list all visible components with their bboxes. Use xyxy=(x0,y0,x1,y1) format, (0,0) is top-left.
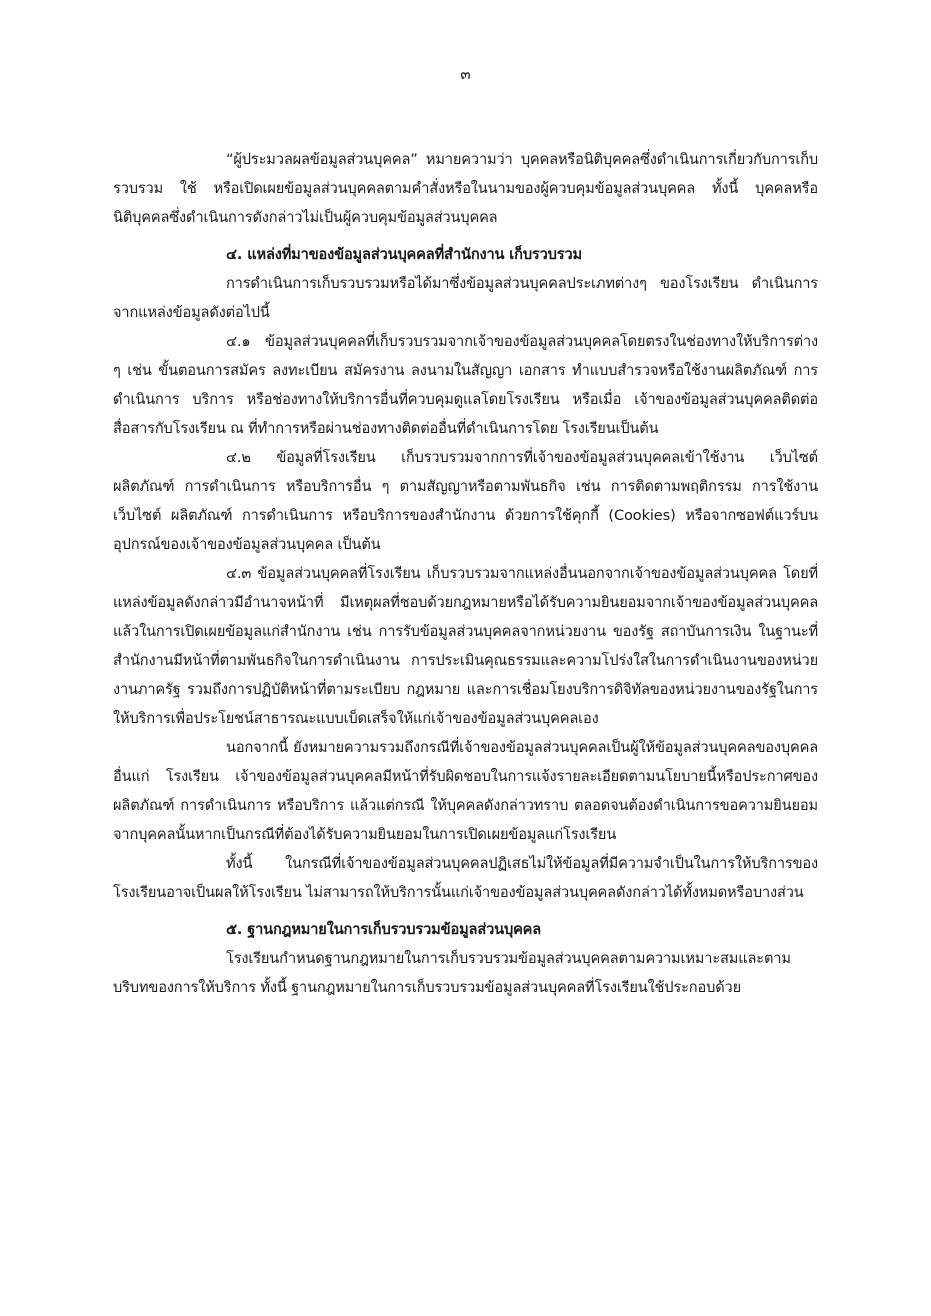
section-4-2-paragraph: ๔.๒ ข้อมูลที่โรงเรียน เก็บรวบรวมจากการที่เจ้าของข้อมูลส่วนบุคคลเข้าใช้งาน เว็บไซต์ ผลิตภัณฑ์ การดำเนินการ หรือบริการอื่น ๆ ตามสัญญาหรือตามพันธกิจ เช่น การติดตามพฤติกรรม การใช้งานเว็บไซต์ ผลิตภัณฑ์ การดำเนินการ หรือบริการของสำนักงาน ด้วยการใช้คุกกี้ (Cookies) หรือจากซอฟต์แวร์บนอุปกรณ์ของเจ้าของข้อมูลส่วนบุคคล เป็นต้น xyxy=(113,449,818,553)
document-body xyxy=(113,145,818,1002)
section-5-intro: โรงเรียนกำหนดฐานกฎหมายในการเก็บรวบรวมข้อมูลส่วนบุคคลตามความเหมาะสมและตามบริบทของการให้บริการ ทั้งนี้ ฐานกฎหมายในการเก็บรวบรวมข้อมูลส่วนบุคคลที่โรงเรียนใช้ประกอบด้วย xyxy=(113,950,791,996)
spacer xyxy=(113,232,818,240)
section-4-1-paragraph: ๔.๑ ข้อมูลส่วนบุคคลที่เก็บรวบรวมจากเจ้าของข้อมูลส่วนบุคคลโดยตรงในช่องทางให้บริการต่าง ๆ เช่น ขั้นตอนการสมัคร ลงทะเบียน สมัครงาน ลงนามในสัญญา เอกสาร ทำแบบสำรวจหรือใช้งานผลิตภัณฑ์ การดำเนินการ บริการ หรือช่องทางให้บริการอื่นที่ควบคุมดูแลโดยโรงเรียน หรือเมื่อ เจ้าของข้อมูลส่วนบุคคลติดต่อสื่อสารกับโรงเรียน ณ ที่ทำการหรือผ่านช่องทางติดต่ออื่นที่ดำเนินการโดย โรงเรียนเป็นต้น xyxy=(113,333,818,437)
section-4-other-paragraph: นอกจากนี้ ยังหมายความรวมถึงกรณีที่เจ้าของข้อมูลส่วนบุคคลเป็นผู้ให้ข้อมูลส่วนบุคคลของบุคคลอื่นแก่ โรงเรียน เจ้าของข้อมูลส่วนบุคคลมีหน้าที่รับผิดชอบในการแจ้งรายละเอียดตามนโยบายนี้หรือประกาศของผลิตภัณฑ์ การดำเนินการ หรือบริการ แล้วแต่กรณี ให้บุคคลดังกล่าวทราบ ตลอดจนต้องดำเนินการขอความยินยอมจากบุคคลนั้นหากเป็นกรณีที่ต้องได้รับความยินยอมในการเปิดเผยข้อมูลแก่โรงเรียน xyxy=(113,739,818,843)
paragraph-processor-definition: “ผู้ประมวลผลข้อมูลส่วนบุคคล” หมายความว่า บุคคลหรือนิติบุคคลซึ่งดำเนินการเกี่ยวกับการเก็บรวบรวม ใช้ หรือเปิดเผยข้อมูลส่วนบุคคลตามคำสั่งหรือในนามของผู้ควบคุมข้อมูลส่วนบุคคล ทั้งนี้ บุคคลหรือนิติบุคคลซึ่งดำเนินการดังกล่าวไม่เป็นผู้ควบคุมข้อมูลส่วนบุคคล xyxy=(113,151,818,226)
page-number: ๓ xyxy=(460,65,471,83)
section-5-heading: ๕. ฐานกฎหมายในการเก็บรวบรวมข้อมูลส่วนบุคคล xyxy=(226,921,542,938)
section-4-refusal-paragraph: ทั้งนี้ ในกรณีที่เจ้าของข้อมูลส่วนบุคคลปฏิเสธไม่ให้ข้อมูลที่มีความจำเป็นในการให้บริการของโรงเรียนอาจเป็นผลให้โรงเรียน ไม่สามารถให้บริการนั้นแก่เจ้าของข้อมูลส่วนบุคคลดังกล่าวได้ทั้งหมดหรือบางส่วน xyxy=(113,855,818,901)
section-4-3-paragraph: ๔.๓ ข้อมูลส่วนบุคคลที่โรงเรียน เก็บรวบรวมจากแหล่งอื่นนอกจากเจ้าของข้อมูลส่วนบุคคล โดยที่แหล่งข้อมูลดังกล่าวมีอำนาจหน้าที่ มีเหตุผลที่ชอบด้วยกฎหมายหรือได้รับความยินยอมจากเจ้าของข้อมูลส่วนบุคคลแล้วในการเปิดเผยข้อมูลแก่สำนักงาน เช่น การรับข้อมูลส่วนบุคคลจากหน่วยงาน ของรัฐ สถาบันการเงิน ในฐานะที่สำนักงานมีหน้าที่ตามพันธกิจในการดำเนินงาน การประเมินคุณธรรมและความโปร่งใสในการดำเนินงานของหน่วยงานภาครัฐ รวมถึงการปฏิบัติหน้าที่ตามระเบียบ กฎหมาย และการเชื่อมโยงบริการดิจิทัลของหน่วยงานของรัฐในการ ให้บริการเพื่อประโยชน์สาธารณะแบบเบ็ดเสร็จให้แก่เจ้าของข้อมูลส่วนบุคคลเอง xyxy=(113,565,818,727)
section-4-heading: ๔. แหล่งที่มาของข้อมูลส่วนบุคคลที่สำนักงาน เก็บรวบรวม xyxy=(226,246,582,263)
spacer xyxy=(113,907,818,915)
section-4-intro: การดำเนินการเก็บรวบรวมหรือได้มาซึ่งข้อมูลส่วนบุคคลประเภทต่างๆ ของโรงเรียน ดำเนินการจากแหล่งข้อมูลดังต่อไปนี้ xyxy=(113,275,818,321)
